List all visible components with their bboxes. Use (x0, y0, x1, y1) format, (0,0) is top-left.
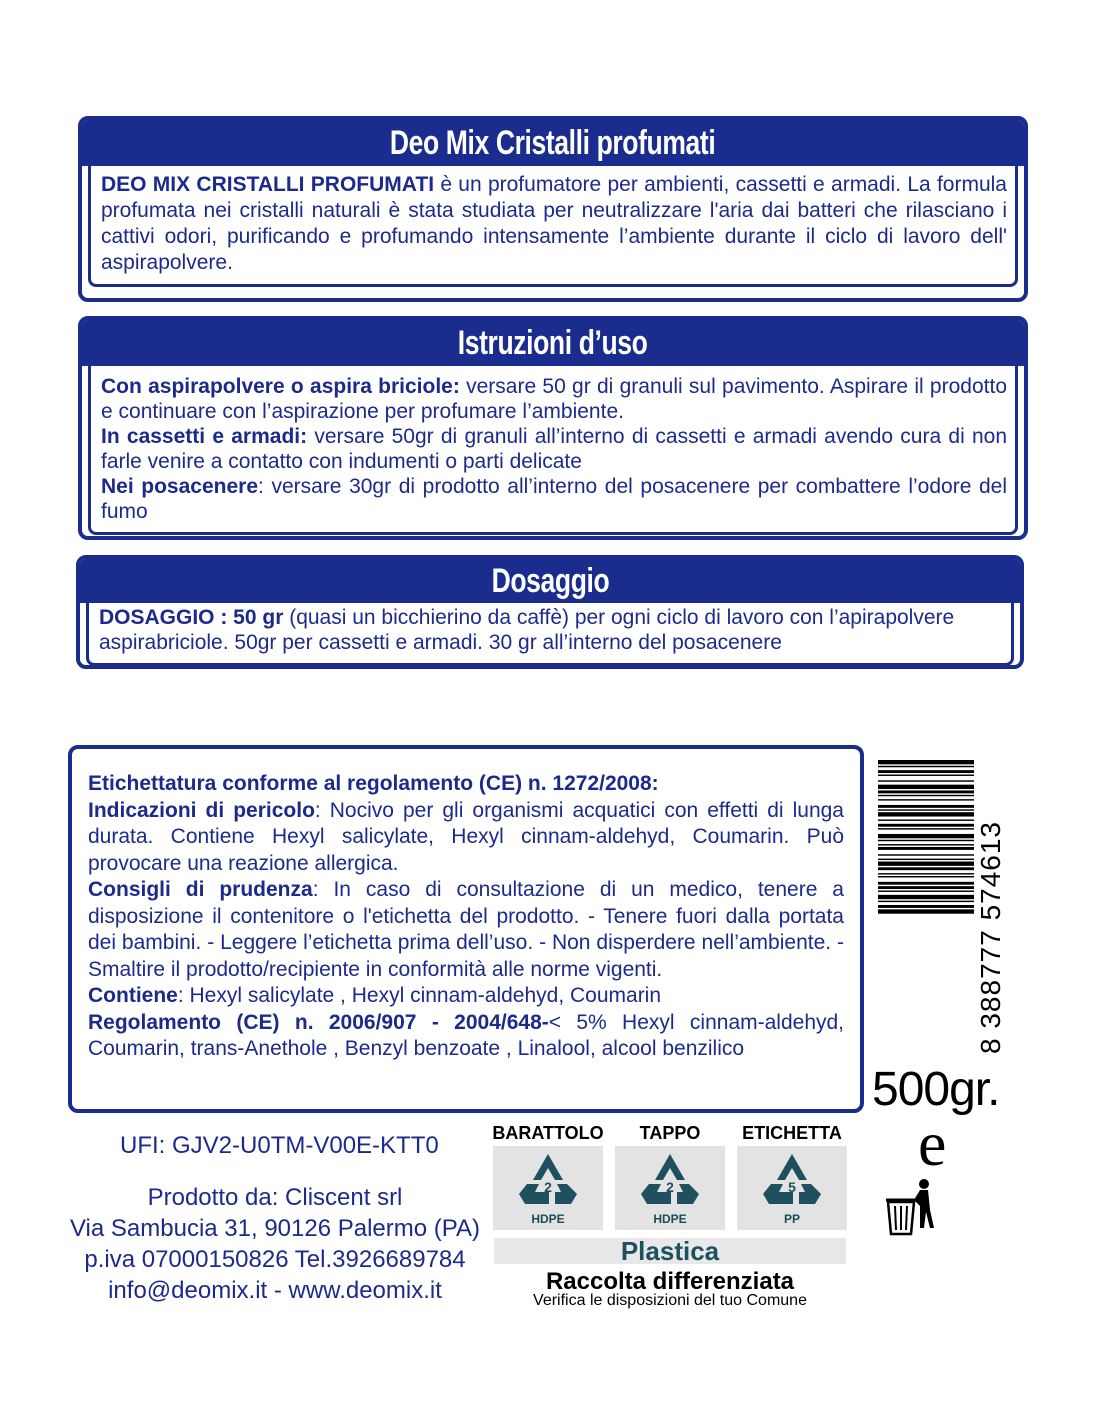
hazard-section: Indicazioni di pericolo: Nocivo per gli organismi acquatici con effetti di lunga durata. Contiene Hexyl salicylate, Hexyl cinnam-aldehyd, Coumarin. Può provocare una reazione allergica. (88, 798, 844, 875)
barcode-bar (878, 770, 974, 773)
instruction-item: In cassetti e armadi: versare 50gr di granuli all’interno di cassetti e armadi avendo cura di non farle venire a contatto con indumenti o parti delicate (101, 425, 1008, 473)
material-code: HDPE (653, 1212, 687, 1226)
barcode-bar (878, 891, 974, 892)
producer-line: p.iva 07000150826 Tel.3926689784 (84, 1246, 466, 1273)
product-description-title: Deo Mix Cristalli profumati (82, 120, 1024, 166)
barcode-bar (878, 828, 974, 829)
barcode-bar (878, 862, 974, 866)
instructions-text (88, 366, 1018, 535)
barcode-bar (878, 840, 974, 841)
product-description-text: DEO MIX CRISTALLI PROFUMATI è un profumatore per ambienti, cassetti e armadi. La formula profumata nei cristalli naturali è stata studiata per neutralizzare l'aria dai batteri che rilasciano i cattivi odori, purificando e profumando intensamente l’ambiente durante il ciclo di lavoro dell' aspirapolvere. (88, 166, 1018, 287)
barcode-bar (878, 812, 974, 816)
svg-text:2: 2 (544, 1179, 552, 1195)
barcode-bar (878, 895, 974, 899)
svg-text:2: 2 (666, 1179, 674, 1195)
recycling-label: TAPPO (639, 1123, 701, 1143)
barcode-bar (878, 766, 974, 767)
barcode-bar (878, 854, 974, 855)
recycling-label: ETICHETTA (742, 1123, 842, 1143)
barcode-bar (878, 847, 974, 850)
net-weight: 500gr. (872, 1063, 1000, 1116)
collection-note: Verifica le disposizioni del tuo Comune (533, 1292, 807, 1309)
recycling-jar (492, 1120, 604, 1230)
dosage-panel (76, 555, 1024, 669)
barcode-bar (878, 819, 974, 820)
recycle-icon (515, 1150, 581, 1210)
barcode-bar (878, 785, 974, 789)
barcode-bar (878, 790, 974, 793)
recycling-label: BARATTOLO (492, 1123, 604, 1143)
barcode-bar (878, 760, 974, 764)
barcode-bar (878, 834, 974, 838)
hazard-section: Regolamento (CE) n. 2006/907 - 2004/648-< 5% Hexyl cinnam-aldehyd, Coumarin, trans-Anethole , Benzyl benzoate , Linalool, alcool benzilico (88, 1010, 845, 1060)
producer-line: Via Sambucia 31, 90126 Palermo (PA) (69, 1215, 480, 1242)
barcode (876, 760, 1006, 1054)
barcode-bar (878, 780, 974, 781)
recycle-icon (637, 1150, 703, 1210)
material-code: PP (783, 1212, 800, 1226)
barcode-bar (878, 824, 974, 827)
instructions-panel (78, 316, 1028, 540)
material-code: HDPE (531, 1212, 565, 1226)
barcode-bar (878, 873, 974, 874)
barcode-bar (878, 876, 974, 877)
hazard-labelling-panel (68, 745, 864, 1113)
barcode-bar (878, 886, 974, 889)
recycle-icon (759, 1150, 825, 1210)
barcode-bar (878, 799, 974, 800)
barcode-bar (878, 859, 974, 860)
hazard-section: Consigli di prudenza: In caso di consultazione di un medico, tenere a disposizione il contenitore o l'etichetta del prodotto. - Tenere fuori dalla portata dei bambini. - Leggere l’etichetta prima dell’uso. - Non disperdere nell’ambiente. - Smaltire il prodotto/recipiente in conformità alle norme vigenti. (88, 878, 844, 981)
barcode-bar (878, 775, 974, 776)
barcode-bar (878, 805, 974, 808)
barcode-bar (878, 844, 974, 845)
hazard-heading: Etichettatura conforme al regolamento (CE) n. 1272/2008: (88, 772, 659, 795)
collection-title: Raccolta differenziata (545, 1268, 795, 1295)
product-description-panel (78, 116, 1028, 302)
producer-line: Prodotto da: Cliscent srl (147, 1184, 403, 1211)
producer-line: info@deomix.it - www.deomix.it (108, 1277, 442, 1304)
instruction-item: Nei posacenere: versare 30gr di prodotto all’interno del posacenere per combattere l’odore del fumo (101, 475, 1007, 523)
producer-info (60, 1182, 490, 1306)
ufi-code: UFI: GJV2-U0TM-V00E-KTT0 (120, 1132, 439, 1159)
barcode-bar (878, 909, 974, 913)
barcode-bar (878, 809, 974, 810)
barcode-bar (878, 882, 974, 885)
barcode-bar (878, 901, 974, 902)
barcode-bars (878, 760, 974, 914)
recycling-cap (614, 1120, 726, 1230)
dispose-in-bin-icon (884, 1176, 938, 1240)
instruction-item: Con aspirapolvere o aspira briciole: versare 50 gr di granuli sul pavimento. Aspirare il prodotto e continuare con l’aspirazione per profumare l’ambiente. (101, 375, 1007, 423)
svg-text:5: 5 (788, 1179, 796, 1195)
dosage-text: DOSAGGIO : 50 gr (quasi un bicchierino da caffè) per ogni ciclo di lavoro con l’apirapolvere aspirabriciole. 50gr per cassetti e armadi. 30 gr all’interno del posacenere (86, 603, 1014, 666)
barcode-bar (878, 905, 974, 908)
recycling-label-item (736, 1120, 848, 1230)
barcode-bar (878, 867, 974, 870)
barcode-bar (878, 795, 974, 796)
instructions-title: Istruzioni d’uso (82, 320, 1024, 366)
recycling-info (490, 1120, 850, 1310)
hazard-section: Contiene: Hexyl salicylate , Hexyl cinnam-aldehyd, Coumarin (88, 984, 662, 1007)
barcode-digits: 8 388777 574613 (975, 821, 1006, 1054)
recycling-category: Plastica (494, 1238, 846, 1264)
dosage-title: Dosaggio (80, 559, 1020, 603)
estimated-sign-icon: e (918, 1108, 947, 1179)
